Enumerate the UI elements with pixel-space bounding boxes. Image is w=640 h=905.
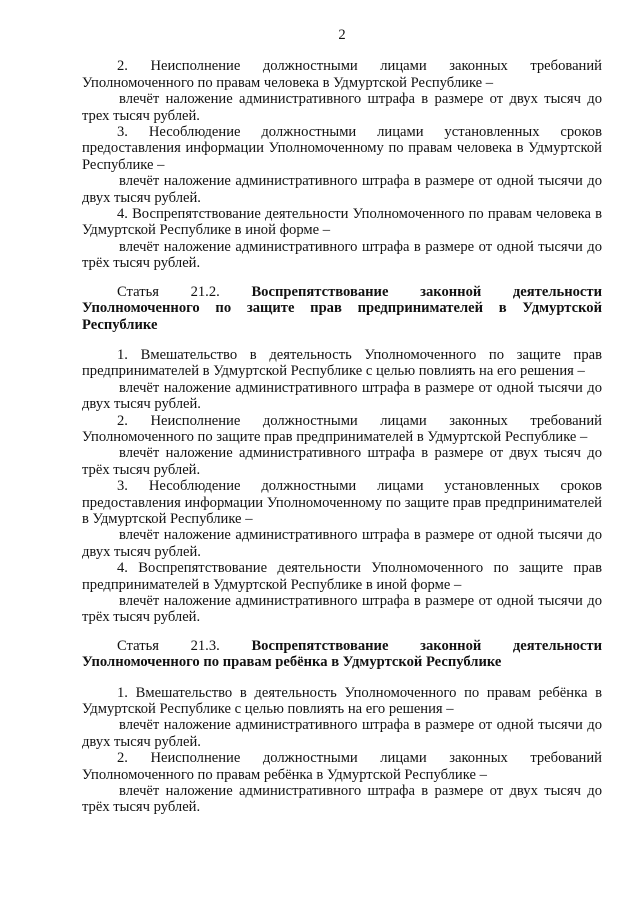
- paragraph-sanction: влечёт наложение административного штрафа в размере от двух тысяч до трёх тысяч рублей.: [82, 783, 602, 816]
- paragraph-sanction: влечёт наложение административного штрафа в размере от одной тысячи до трёх тысяч рублей.: [82, 238, 602, 272]
- paragraph-sanction: влечёт наложение административного штрафа в размере от одной тысячи до трёх тысяч рублей.: [82, 593, 602, 626]
- article-prefix: Статья 21.3.: [117, 637, 252, 654]
- article-heading-21-2: [82, 284, 602, 333]
- article-title: Воспрепятствование законной деятельности Уполномоченного по защите прав предпринимателей в Удмуртской Республике: [82, 283, 602, 333]
- paragraph-sanction: влечёт наложение административного штрафа в размере от одной тысячи до двух тысяч рублей.: [82, 173, 602, 206]
- paragraph-sanction: влечёт наложение административного штрафа в размере от двух тысяч до трех тысяч рублей.: [82, 91, 602, 124]
- paragraph-item: 4. Воспрепятствование деятельности Уполномоченного по правам человека в Удмуртской Республике в иной форме –: [82, 206, 602, 239]
- page-number: 2: [338, 27, 346, 43]
- article-title: Воспрепятствование законной деятельности Уполномоченного по правам ребёнка в Удмуртской Республике: [82, 637, 602, 671]
- paragraph-sanction: влечёт наложение административного штрафа в размере от двух тысяч до трёх тысяч рублей.: [82, 445, 602, 478]
- paragraph-item: 3. Несоблюдение должностными лицами установленных сроков предоставления информации Уполномоченному по защите прав предпринимателей в Удмуртской Республике –: [82, 478, 602, 527]
- article-prefix: Статья 21.2.: [117, 283, 252, 300]
- paragraph-item: 3. Несоблюдение должностными лицами установленных сроков предоставления информации Уполномоченному по правам человека в Удмуртской Республике –: [82, 124, 602, 173]
- paragraph-sanction: влечёт наложение административного штрафа в размере от одной тысячи до двух тысяч рублей.: [82, 527, 602, 560]
- paragraph-sanction: влечёт наложение административного штрафа в размере от одной тысячи до двух тысяч рублей.: [82, 379, 602, 413]
- paragraph-sanction: влечёт наложение административного штрафа в размере от одной тысячи до двух тысяч рублей.: [82, 717, 602, 750]
- paragraph-item: 2. Неисполнение должностными лицами законных требований Уполномоченного по правам человека в Удмуртской Республике –: [82, 58, 602, 91]
- article-heading-21-3: [82, 638, 602, 671]
- paragraph-item: 4. Воспрепятствование деятельности Уполномоченного по защите прав предпринимателей в Удмуртской Республике в иной форме –: [82, 560, 602, 593]
- paragraph-item: 2. Неисполнение должностными лицами законных требований Уполномоченного по правам ребёнка в Удмуртской Республике –: [82, 750, 602, 783]
- paragraph-item: 1. Вмешательство в деятельность Уполномоченного по правам ребёнка в Удмуртской Республике с целью повлиять на его решения –: [82, 684, 602, 718]
- paragraph-item: 2. Неисполнение должностными лицами законных требований Уполномоченного по защите прав предпринимателей в Удмуртской Республике –: [82, 412, 602, 445]
- paragraph-item: 1. Вмешательство в деятельность Уполномоченного по защите прав предпринимателей в Удмуртской Республике с целью повлиять на его решения –: [82, 346, 602, 380]
